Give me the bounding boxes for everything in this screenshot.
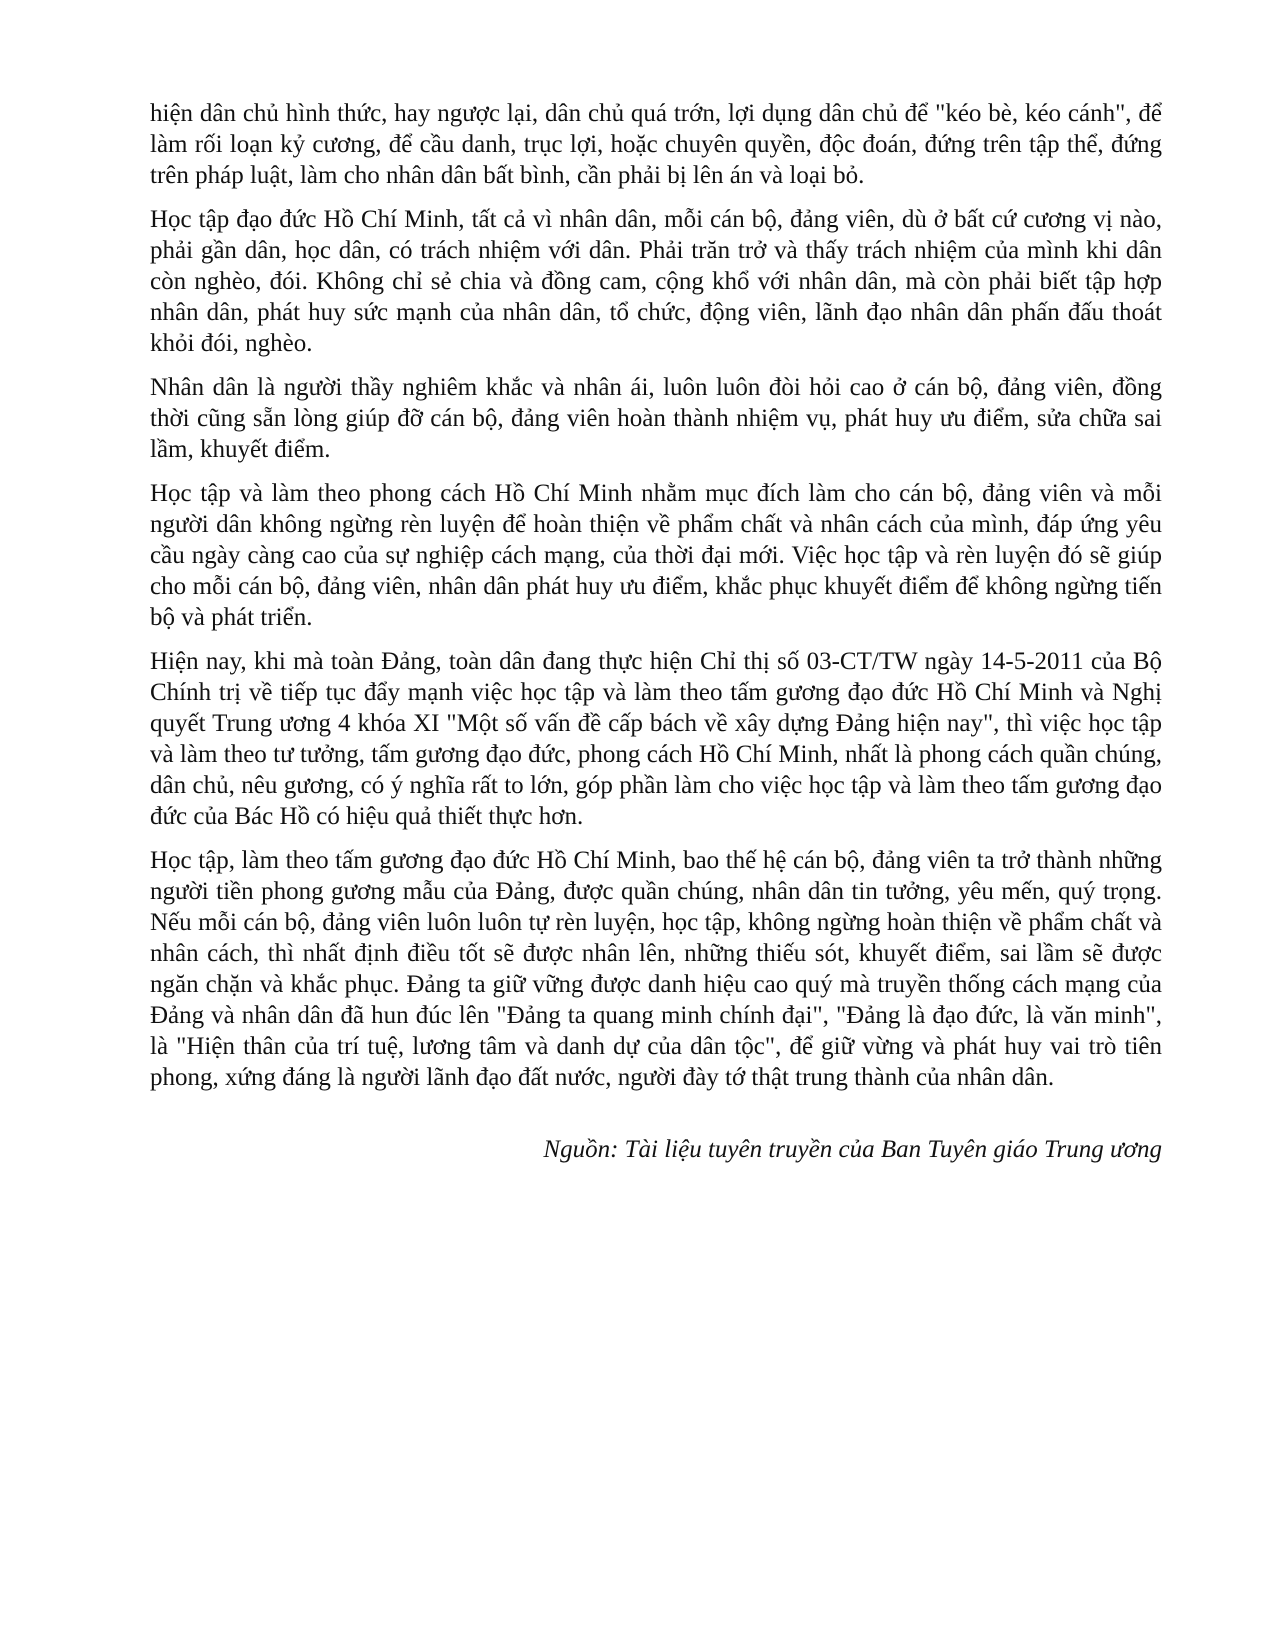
paragraph-continued: hiện dân chủ hình thức, hay ngược lại, dân chủ quá trớn, lợi dụng dân chủ để "kéo bè, kéo cánh", để làm rối loạn kỷ cương, để cầu danh, trục lợi, hoặc chuyên quyền, độc đoán, đứng trên tập thể, đứng trên pháp luật, làm cho nhân dân bất bình, cần phải bị lên án và loại bỏ.: [150, 100, 1162, 189]
paragraph-conclusion: Học tập, làm theo tấm gương đạo đức Hồ Chí Minh, bao thế hệ cán bộ, đảng viên ta trở thành những người tiền phong gương mẫu của Đảng, được quần chúng, nhân dân tin tưởng, yêu mến, quý trọng. Nếu mỗi cán bộ, đảng viên luôn luôn tự rèn luyện, học tập, không ngừng hoàn thiện về phẩm chất và nhân cách, thì nhất định điều tốt sẽ được nhân lên, những thiếu sót, khuyết điểm, sai lầm sẽ được ngăn chặn và khắc phục. Đảng ta giữ vững được danh hiệu cao quý mà truyền thống cách mạng của Đảng và nhân dân đã hun đúc lên "Đảng ta quang minh chính đại", "Đảng là đạo đức, là văn minh", là "Hiện thân của trí tuệ, lương tâm và danh dự của dân tộc", để giữ vừng và phát huy vai trò tiên phong, xứng đáng là người lãnh đạo đất nước, người đày tớ thật trung thành của nhân dân.: [150, 847, 1162, 1091]
paragraph-learning-style: Học tập và làm theo phong cách Hồ Chí Minh nhằm mục đích làm cho cán bộ, đảng viên và mỗi người dân không ngừng rèn luyện để hoàn thiện về phẩm chất và nhân cách của mình, đáp ứng yêu cầu ngày càng cao của sự nghiệp cách mạng, của thời đại mới. Việc học tập và rèn luyện đó sẽ giúp cho mỗi cán bộ, đảng viên, nhân dân phát huy ưu điểm, khắc phục khuyết điểm để không ngừng tiến bộ và phát triển.: [150, 480, 1162, 631]
paragraph-serve-people: Học tập đạo đức Hồ Chí Minh, tất cả vì nhân dân, mỗi cán bộ, đảng viên, dù ở bất cứ cương vị nào, phải gần dân, học dân, có trách nhiệm với dân. Phải trăn trở và thấy trách nhiệm của mình khi dân còn nghèo, đói. Không chỉ sẻ chia và đồng cam, cộng khổ với nhân dân, mà còn phải biết tập hợp nhân dân, phát huy sức mạnh của nhân dân, tổ chức, động viên, lãnh đạo nhân dân phấn đấu thoát khỏi đói, nghèo.: [150, 206, 1162, 357]
source-citation: Nguồn: Tài liệu tuyên truyền của Ban Tuyên giáo Trung ương: [543, 1136, 1162, 1163]
paragraph-directive: Hiện nay, khi mà toàn Đảng, toàn dân đang thực hiện Chỉ thị số 03-CT/TW ngày 14-5-2011 của Bộ Chính trị về tiếp tục đẩy mạnh việc học tập và làm theo tấm gương đạo đức Hồ Chí Minh và Nghị quyết Trung ương 4 khóa XI "Một số vấn đề cấp bách về xây dựng Đảng hiện nay", thì việc học tập và làm theo tư tưởng, tấm gương đạo đức, phong cách Hồ Chí Minh, nhất là phong cách quần chúng, dân chủ, nêu gương, có ý nghĩa rất to lớn, góp phần làm cho việc học tập và làm theo tấm gương đạo đức của Bác Hồ có hiệu quả thiết thực hơn.: [150, 648, 1162, 830]
paragraph-people-as-teacher: Nhân dân là người thầy nghiêm khắc và nhân ái, luôn luôn đòi hỏi cao ở cán bộ, đảng viên, đồng thời cũng sẵn lòng giúp đỡ cán bộ, đảng viên hoàn thành nhiệm vụ, phát huy ưu điểm, sửa chữa sai lầm, khuyết điểm.: [150, 374, 1162, 463]
document-body: [150, 98, 1162, 1190]
